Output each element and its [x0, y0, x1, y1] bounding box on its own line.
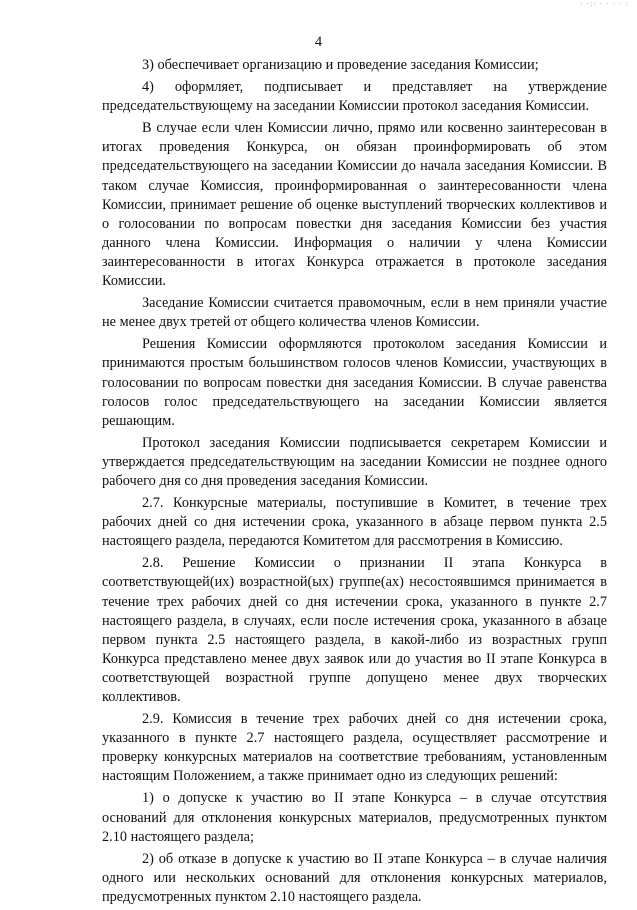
paragraph-item-3: 3) обеспечивает организацию и проведение заседания Комиссии;	[142, 57, 539, 73]
paragraph-decision-admit: 1) о допуске к участию во II этапе Конкурса – в случае отсутствия оснований для отклонения конкурсных материалов, предусмотренных пунктом 2.10 настоящего раздела;	[102, 790, 607, 845]
paragraph-item-4: 4) оформляет, подписывает и представляет на утверждение председательствующему на заседании Комиссии протокол заседания Комиссии.	[102, 79, 607, 115]
paragraph-2-7: 2.7. Конкурсные материалы, поступившие в Комитет, в течение трех рабочих дней со дня истечении срока, указанного в абзаце первом пункта 2.5 настоящего раздела, передаются Комитетом для рассмотрения в Комиссию.	[102, 495, 607, 550]
paragraph-decision-refuse: 2) об отказе в допуске к участию во II этапе Конкурса – в случае наличия одного или нескольких оснований для отклонения конкурсных материалов, предусмотренных пунктом 2.10 настоящего раздела.	[102, 850, 607, 905]
paragraph-2-8: 2.8. Решение Комиссии о признании II этапа Конкурса в соответствующей(их) возрастной(ых) группе(ах) несостоявшимся принимается в течение трех рабочих дней со дня истечении срока, указанного в пункте 2.7 настоящего раздела, в случаях, если после истечения срока, указанного в абзаце первом пункта 2.5 настоящего раздела, в какой-либо из возрастных групп Конкурса представлено менее двух заявок или до участия во II этапе Конкурса в соответствующей возрастной группе допущено менее двух творческих коллективов.	[102, 555, 607, 705]
paragraph-2-9: 2.9. Комиссия в течение трех рабочих дней со дня истечении срока, указанного в пункте 2.7 настоящего раздела, осуществляет рассмотрение и проверку конкурсных материалов на соответствие требованиям, установленным настоящим Положением, а также принимает одно из следующих решений:	[102, 711, 607, 785]
scan-corner-marks: · ·:· · · · · :	[580, 0, 629, 8]
document-body	[102, 56, 607, 910]
page-number: 4	[314, 34, 323, 50]
paragraph-conflict-of-interest: В случае если член Комиссии лично, прямо или косвенно заинтересован в итогах проведения Конкурса, он обязан проинформировать об этом председательствующего на заседании Комиссии до начала заседания Комиссии. В таком случае Комиссия, проинформированная о заинтересованности члена Комиссии, принимает решение об оценке выступлений творческих коллективов и о голосовании по вопросам повестки дня заседания Комиссии без участия данного члена Комиссии. Информация о наличии у члена Комиссии заинтересованности в итогах Конкурса отражается в протоколе заседания Комиссии.	[102, 120, 607, 290]
paragraph-decisions: Решения Комиссии оформляются протоколом заседания Комиссии и принимаются простым большинством голосов членов Комиссии, участвующих в голосовании по вопросам повестки дня заседания Комиссии. В случае равенства голосов голос председательствующего на заседании Комиссии является решающим.	[102, 336, 607, 429]
paragraph-protocol-signing: Протокол заседания Комиссии подписывается секретарем Комиссии и утверждается председательствующим на заседании Комиссии не позднее одного рабочего дня со дня проведения заседания Комиссии.	[102, 434, 607, 489]
paragraph-quorum: Заседание Комиссии считается правомочным, если в нем приняли участие не менее двух третей от общего количества членов Комиссии.	[102, 295, 607, 331]
